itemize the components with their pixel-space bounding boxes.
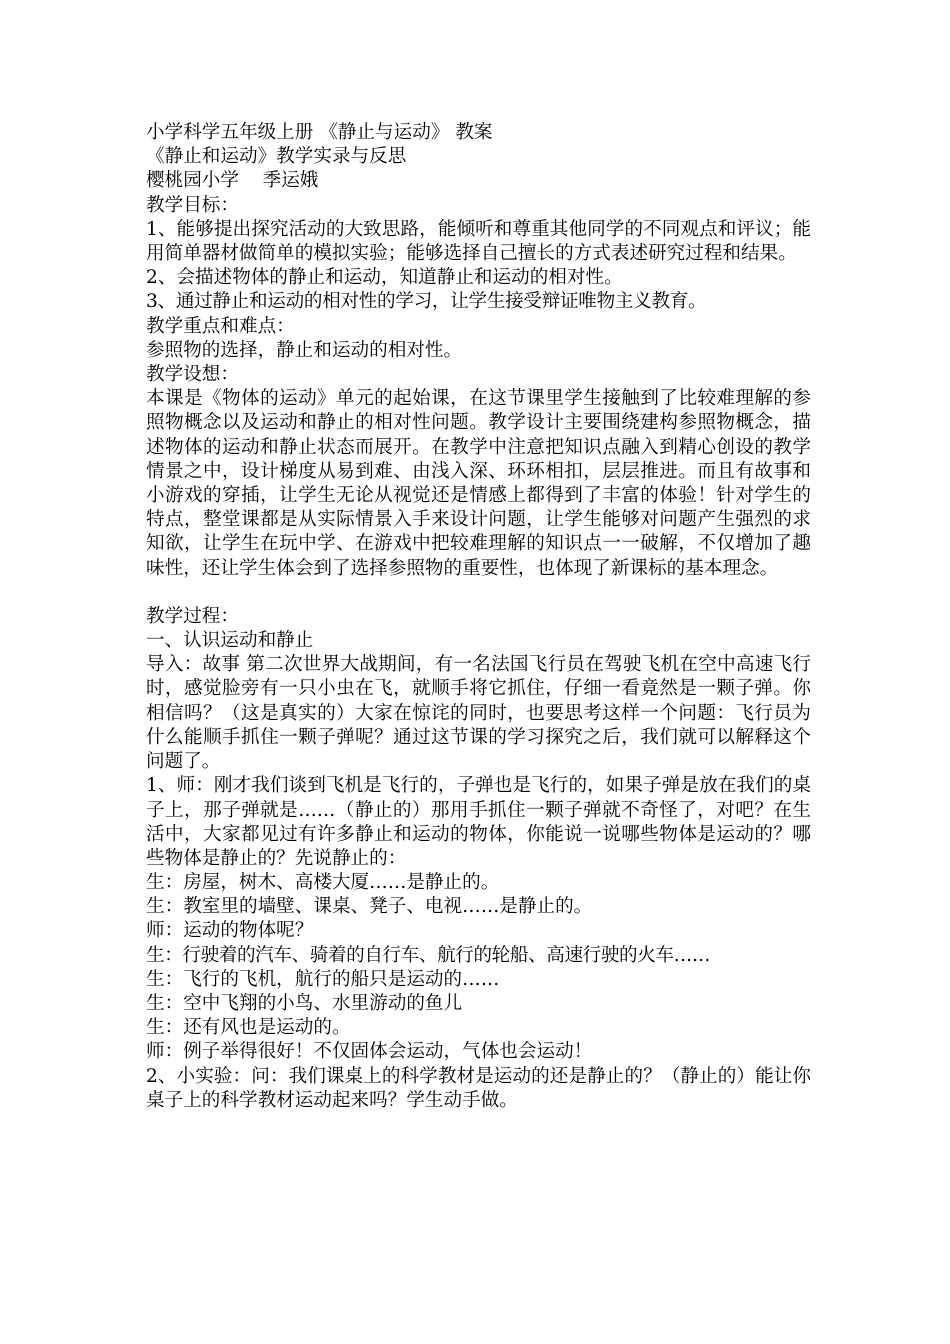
dialogue-line: 师：运动的物体呢？ bbox=[146, 920, 314, 942]
doc-subtitle: 《静止和运动》教学实录与反思 bbox=[146, 146, 407, 168]
dialogue-line: 生：教室里的墙壁、课桌、凳子、电视……是静止的。 bbox=[146, 896, 593, 918]
goal-3: 3、通过静止和运动的相对性的学习，让学生接受辩证唯物主义教育。 bbox=[146, 291, 707, 313]
intro-paragraph: 导入：故事 第二次世界大战期间，有一名法国飞行员在驾驶飞机在空中高速飞行时，感觉脸旁有一只小虫在飞，就顺手将它抓住，仔细一看竟然是一颗子弹。你相信吗？（这是真实的）大家在惊诧的同时，也要思考这样一个问题：飞行员为什么能顺手抓住一颗子弹呢？通过这节课的学习探究之后，我们就可以解释这个问题了。 bbox=[146, 654, 811, 773]
process-heading: 教学过程： bbox=[146, 605, 239, 627]
goal-2: 2、会描述物体的静止和运动，知道静止和运动的相对性。 bbox=[146, 267, 623, 289]
goal-1: 1、能够提出探究活动的大致思路，能倾听和尊重其他同学的不同观点和评议；能用简单器材做简单的模拟实验；能够选择自己擅长的方式表述研究过程和结果。 bbox=[146, 218, 811, 264]
goals-heading: 教学目标： bbox=[146, 194, 239, 216]
key-text: 参照物的选择，静止和运动的相对性。 bbox=[146, 339, 463, 361]
doc-title: 小学科学五年级上册 《静止与运动》 教案 bbox=[146, 122, 493, 143]
author-line: 樱桃园小学 季运娥 bbox=[146, 170, 319, 192]
dialogue-line: 生：房屋，树木、高楼大厦……是静止的。 bbox=[146, 872, 500, 894]
section-1-heading: 一、认识运动和静止 bbox=[146, 630, 314, 652]
step-2-paragraph: 2、小实验：问：我们课桌上的科学教材是运动的还是静止的？（静止的）能让你桌子上的科学教材运动起来吗？学生动手做。 bbox=[146, 1065, 811, 1111]
design-text: 本课是《物体的运动》单元的起始课，在这节课里学生接触到了比较难理解的参照物概念以及运动和静止的相对性问题。教学设计主要围绕建构参照物概念，描述物体的运动和静止状态而展开。在教学中注意把知识点融入到精心创设的教学情景之中，设计梯度从易到难、由浅入深、环环相扣，层层推进。而且有故事和小游戏的穿插，让学生无论从视觉还是情感上都得到了丰富的体验！针对学生的特点，整堂课都是从实际情景入手来设计问题，让学生能够对问题产生强烈的求知欲，让学生在玩中学、在游戏中把较难理解的知识点一一破解，不仅增加了趣味性，还让学生体会到了选择参照物的重要性，也体现了新课标的基本理念。 bbox=[146, 388, 811, 579]
dialogue-line: 生：空中飞翔的小鸟、水里游动的鱼儿 bbox=[146, 993, 463, 1015]
design-heading: 教学设想： bbox=[146, 363, 239, 385]
dialogue-line: 生：还有风也是运动的。 bbox=[146, 1017, 351, 1039]
step-1-paragraph: 1、师：刚才我们谈到飞机是飞行的，子弹也是飞行的，如果子弹是放在我们的桌子上，那子弹就是……（静止的）那用手抓住一颗子弹就不奇怪了，对吧？在生活中，大家都见过有许多静止和运动的物体，你能说一说哪些物体是运动的？哪些物体是静止的？先说静止的： bbox=[146, 775, 811, 869]
dialogue-line: 生：飞行的飞机，航行的船只是运动的…… bbox=[146, 968, 500, 990]
dialogue-line: 生：行驶着的汽车、骑着的自行车、航行的轮船、高速行驶的火车…… bbox=[146, 944, 711, 966]
dialogue-line: 师：例子举得很好！不仅固体会运动，气体也会运动！ bbox=[146, 1041, 593, 1063]
document-page bbox=[146, 121, 811, 1113]
blank-line bbox=[146, 581, 811, 605]
key-heading: 教学重点和难点： bbox=[146, 315, 295, 337]
